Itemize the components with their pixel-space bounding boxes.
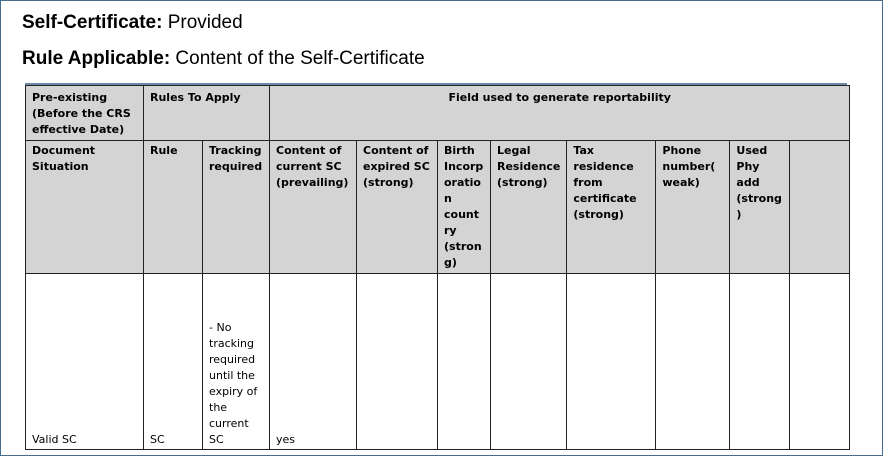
self-certificate-value: Provided <box>162 12 243 33</box>
cell-tracking-required: - No tracking required until the expiry of the current SC <box>203 274 270 450</box>
cell-content-expired-sc <box>357 274 438 450</box>
cell-legal-residence <box>491 274 567 450</box>
col-rule: Rule <box>144 141 203 274</box>
col-legal-residence: Legal Residence (strong) <box>491 141 567 274</box>
col-content-expired-sc: Content of expired SC (strong) <box>357 141 438 274</box>
cell-phone-number <box>656 274 730 450</box>
col-used-phy-add: Used Phy add (strong ) <box>730 141 790 274</box>
cell-extra <box>790 274 850 450</box>
table-row <box>26 274 850 450</box>
cell-rule: SC <box>144 274 203 450</box>
rule-applicable-label: Rule Applicable: <box>22 48 171 69</box>
col-tracking-required: Tracking required <box>203 141 270 274</box>
self-certificate-line <box>22 12 243 34</box>
rule-applicable-line <box>22 48 425 70</box>
self-certificate-label: Self-Certificate: <box>22 12 163 33</box>
cell-tax-residence <box>567 274 656 450</box>
header-rules-to-apply: Rules To Apply <box>144 86 270 141</box>
col-phone-number: Phone number( weak) <box>656 141 730 274</box>
cell-used-phy-add <box>730 274 790 450</box>
col-extra <box>790 141 850 274</box>
group-header-row <box>26 86 850 141</box>
column-header-row <box>26 141 850 274</box>
cell-birth-incorporation <box>438 274 491 450</box>
col-document-situation: Document Situation <box>26 141 144 274</box>
header-field-used: Field used to generate reportability <box>270 86 850 141</box>
col-content-current-sc: Content of current SC (prevailing) <box>270 141 357 274</box>
reportability-table <box>25 85 850 450</box>
cell-document-situation: Valid SC <box>26 274 144 450</box>
cell-content-current-sc: yes <box>270 274 357 450</box>
header-pre-existing: Pre-existing (Before the CRS effective Date) <box>26 86 144 141</box>
col-birth-incorporation: Birth Incorp oratio n count ry (stron g) <box>438 141 491 274</box>
col-tax-residence: Tax residence from certificate (strong) <box>567 141 656 274</box>
rule-applicable-value: Content of the Self-Certificate <box>170 48 425 69</box>
